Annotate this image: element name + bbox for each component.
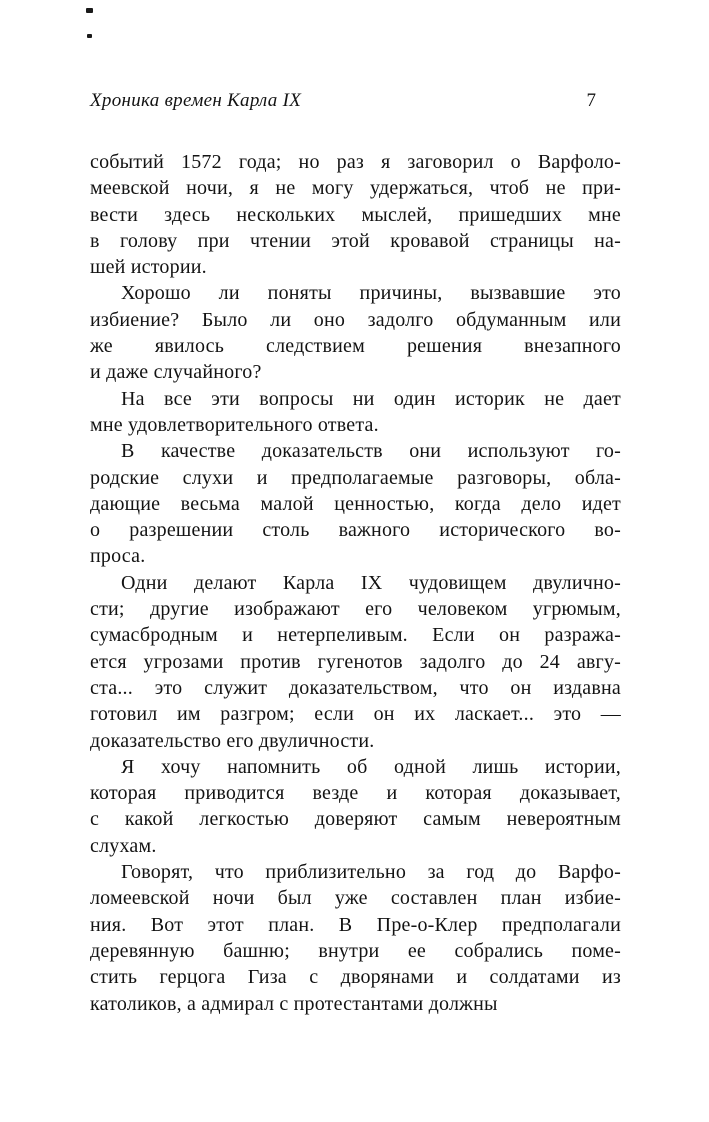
text-line: ломеевской ночи был уже составлен план избие- (90, 887, 621, 910)
text-line: доказательство его двуличности. (90, 729, 375, 752)
scan-artifact (87, 34, 92, 38)
paragraph (90, 149, 621, 280)
paragraph (90, 859, 621, 1017)
text-line: стить герцога Гиза с дворянами и солдатами из (90, 966, 621, 989)
text-line: ния. Вот этот план. В Пре-о-Клер предполагали (90, 913, 621, 936)
text-line: деревянную башню; внутри ее собрались поме- (90, 939, 621, 962)
text-line: Хорошо ли поняты причины, вызвавшие это (121, 282, 621, 305)
text-line: проса. (90, 545, 146, 568)
text-line: меевской ночи, я не могу удержаться, чтоб не при- (90, 177, 621, 200)
text-line: ста... это служит доказательством, что он издавна (90, 676, 621, 699)
text-line: событий 1572 года; но раз я заговорил о Варфоло- (90, 151, 621, 173)
text-line: в голову при чтении этой кровавой страницы на- (90, 229, 621, 252)
text-line: и даже случайного? (90, 361, 262, 384)
text-line: католиков, а адмирал с протестантами должны (90, 992, 498, 1015)
text-line: шей истории. (90, 256, 207, 279)
text-line: ется угрозами против гугенотов задолго до 24 авгу- (90, 650, 621, 673)
page-number: 7 (586, 90, 596, 111)
paragraph (90, 570, 621, 754)
text-line: готовил им разгром; если он их ласкает... это — (90, 703, 621, 726)
text-block (90, 149, 621, 1017)
text-line: сти; другие изображают его человеком угрюмым, (90, 598, 621, 621)
text-line: с какой легкостью доверяют самым невероятным (90, 808, 621, 831)
text-line: Говорят, что приблизительно за год до Варфо- (121, 861, 621, 884)
text-line: В качестве доказательств они используют го- (121, 440, 621, 463)
text-line: о разрешении столь важного исторического во- (90, 519, 621, 542)
text-line: Я хочу напомнить об одной лишь истории, (121, 755, 621, 778)
text-line: которая приводится везде и которая доказывает, (90, 782, 621, 805)
text-line: слухам. (90, 834, 157, 857)
paragraph (90, 754, 621, 859)
paragraph (90, 438, 621, 569)
text-line: избиение? Было ли оно задолго обдуманным или (90, 308, 621, 331)
paragraph (90, 386, 621, 439)
text-line: вести здесь нескольких мыслей, пришедших мне (90, 203, 621, 226)
running-header-title: Хроника времен Карла IX (90, 90, 302, 111)
paragraph (90, 280, 621, 385)
scan-artifact (86, 8, 93, 13)
text-line: же явилось следствием решения внезапного (90, 335, 621, 358)
text-line: На все эти вопросы ни один историк не дает (121, 387, 621, 410)
text-line: Одни делают Карла IX чудовищем двулично- (121, 571, 621, 594)
text-line: дающие весьма малой ценностью, когда дело идет (90, 492, 621, 515)
text-line: сумасбродным и нетерпеливым. Если он разража- (90, 624, 621, 647)
running-header (90, 90, 596, 112)
text-line: мне удовлетворительного ответа. (90, 413, 379, 436)
text-line: родские слухи и предполагаемые разговоры, обла- (90, 466, 621, 489)
